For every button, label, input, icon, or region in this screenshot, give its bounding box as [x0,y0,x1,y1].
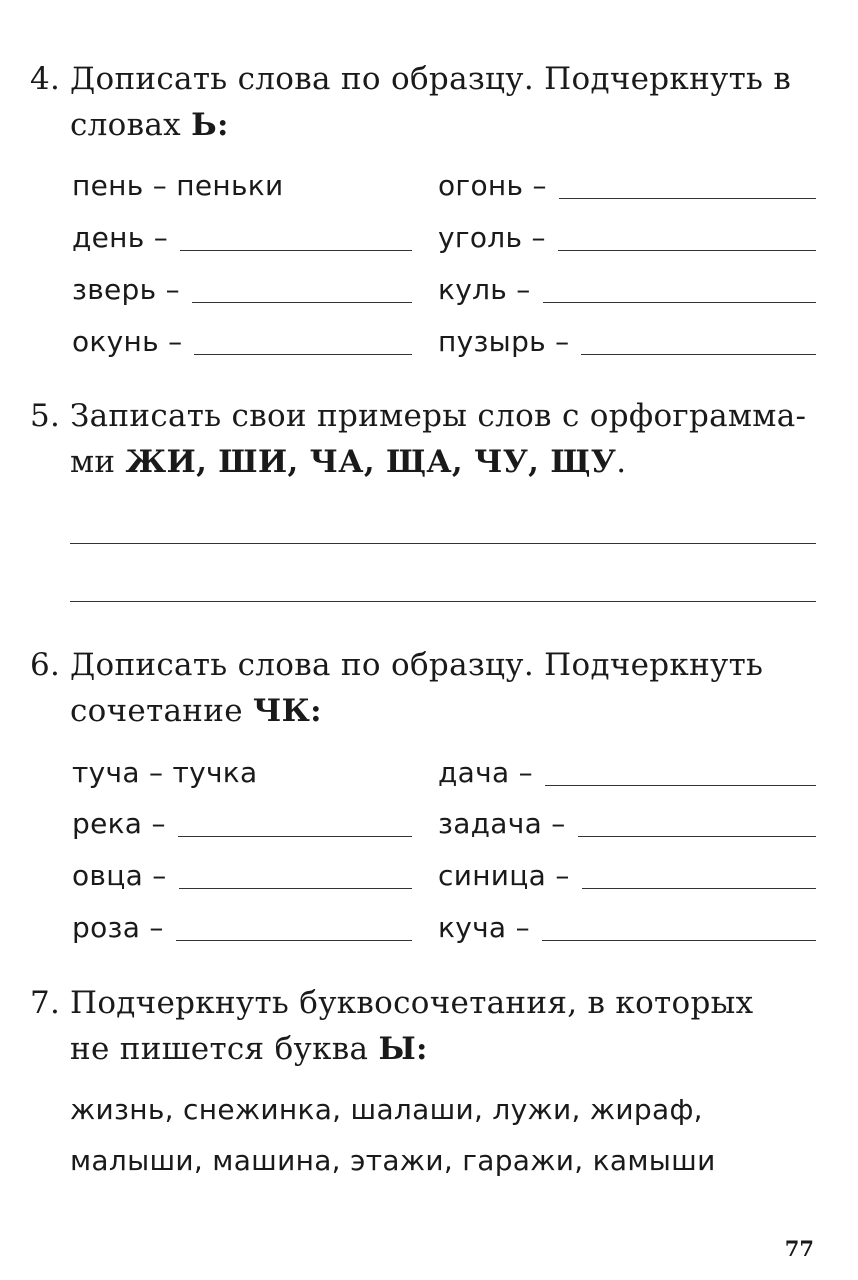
prompt-word: зверь – [72,272,180,306]
task-4-line2-text: словах [70,107,192,143]
answer-line-2[interactable] [70,601,816,602]
prompt-word: пузырь – [438,324,570,358]
prompt-word: роза – [72,910,164,944]
answer-blank[interactable] [179,888,412,889]
task-7-words-line-1[interactable]: жизнь, снежинка, шалаши, лужи, жираф, [70,1093,703,1126]
task-4-heading [30,56,830,148]
answer-blank[interactable] [582,888,816,889]
task-4-row-2-left[interactable] [72,217,412,257]
task-6-row-4-right[interactable] [438,907,816,947]
task-6-heading [30,642,830,734]
task-5-heading [30,393,830,485]
task-6-row-2-left[interactable] [72,803,412,843]
task-6-row-1-right[interactable] [438,752,816,792]
prompt-word: окунь – [72,324,183,358]
answer-blank[interactable] [542,940,816,941]
answer-blank[interactable] [178,836,412,837]
prompt-word: дача – [438,755,533,789]
task-5-line2-end: . [616,444,627,480]
task-6-row-3-right[interactable] [438,855,816,895]
page-number: 77 [784,1236,814,1261]
task-4-line2-bold: Ь: [191,107,229,143]
task-7-line2-bold: Ы: [378,1031,428,1067]
prompt-word: куль – [438,272,531,306]
answer-blank[interactable] [578,836,816,837]
task-5-line2-bold: ЖИ, ШИ, ЧА, ЩА, ЧУ, ЩУ [125,444,617,480]
answer-blank[interactable] [543,302,816,303]
task-7-line2-text: не пишется буква [70,1031,379,1067]
task-4-row-3-left[interactable] [72,269,412,309]
example-word: туча – тучка [72,755,258,789]
answer-blank[interactable] [545,785,816,786]
task-6-line1: Дописать слова по образцу. Подчеркнуть [70,647,764,683]
task-4-line1: Дописать слова по образцу. Подчеркнуть в [70,61,792,97]
task-7-number: 7. [30,985,61,1021]
task-7-line1: Подчеркнуть буквосочетания, в которых [70,985,754,1021]
task-6-number: 6. [30,647,61,683]
task-6-line2-bold: ЧК: [253,693,322,729]
answer-blank[interactable] [192,302,412,303]
prompt-word: синица – [438,858,570,892]
answer-blank[interactable] [176,940,412,941]
example-word: пень – пеньки [72,168,284,202]
task-4-number: 4. [30,61,61,97]
answer-blank[interactable] [194,354,412,355]
prompt-word: овца – [72,858,167,892]
task-4-row-2-right[interactable] [438,217,816,257]
prompt-word: река – [72,806,166,840]
task-4-row-4-right[interactable] [438,321,816,361]
task-6-row-4-left[interactable] [72,907,412,947]
task-4-row-1-right[interactable] [438,165,816,205]
answer-line-1[interactable] [70,543,816,544]
answer-blank[interactable] [558,250,816,251]
answer-blank[interactable] [559,198,816,199]
task-5-line2-text: ми [70,444,126,480]
task-7-heading [30,980,830,1072]
task-6-row-1-left [72,752,412,792]
prompt-word: день – [72,220,169,254]
prompt-word: уголь – [438,220,546,254]
task-6-row-2-right[interactable] [438,803,816,843]
task-4-row-4-left[interactable] [72,321,412,361]
task-4-row-1-left [72,165,412,205]
task-5-line1: Записать свои примеры слов с орфограмма- [70,398,807,434]
prompt-word: задача – [438,806,566,840]
answer-blank[interactable] [180,250,412,251]
task-6-line2-text: сочетание [70,693,254,729]
task-4-row-3-right[interactable] [438,269,816,309]
task-5-number: 5. [30,398,61,434]
prompt-word: куча – [438,910,530,944]
task-6-row-3-left[interactable] [72,855,412,895]
task-7-words-line-2[interactable]: малыши, машина, этажи, гаражи, камыши [70,1144,716,1177]
prompt-word: огонь – [438,168,547,202]
task-7-words[interactable] [70,1084,830,1186]
answer-blank[interactable] [581,354,816,355]
